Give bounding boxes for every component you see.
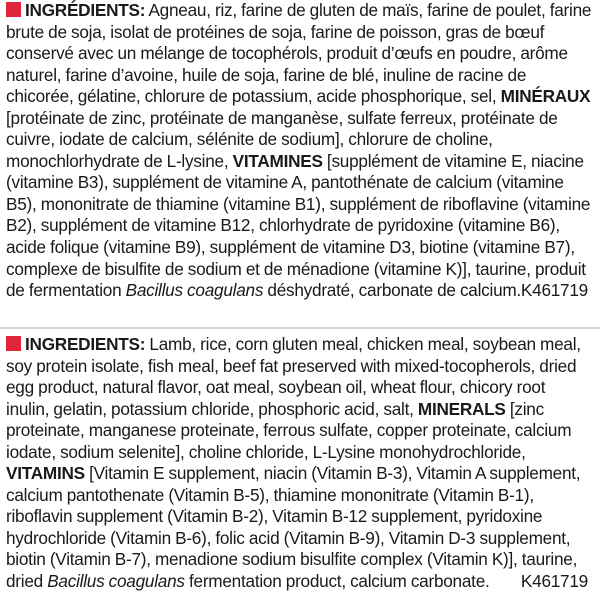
french-ingredients-text-2: [protéinate de zinc, protéinate de manganèse, sulfate ferreux, protéinate de cuivre, iodate de calcium, sélénite de sodium], chlorure de choline, monochlorhydrate de L-lysine,: [6, 107, 558, 171]
french-ingredients-heading: INGRÉDIENTS:: [25, 0, 146, 20]
english-ingredients-panel: [6, 334, 592, 593]
english-lot-code: K461719: [520, 571, 588, 592]
english-bacillus-name: Bacillus coagulans: [47, 571, 185, 592]
french-vitamins-label: VITAMINES: [232, 150, 323, 171]
english-ingredients-text-2: [zinc proteinate, manganese proteinate, ferrous sulfate, copper proteinate, calcium iodate, sodium selenite], choline chloride, L-Lysine monohydrochloride,: [6, 398, 572, 462]
french-ingredients-panel: [6, 0, 592, 302]
french-ingredients-text-1: Agneau, riz, farine de gluten de maïs, farine de poulet, farine brute de soja, isolat de protéines de soja, farine de poisson, gras de bœuf conservé avec un mélange de tocophérols, produit d’œufs en poudre, arôme naturel, farine d’avoine, huile de soja, farine de blé, inuline de racine de chicorée, gélatine, chlorure de potassium, acide phosphorique, sel,: [6, 0, 592, 107]
english-ingredients-text-4: fermentation product, calcium carbonate.: [184, 571, 490, 592]
english-ingredients-heading: INGREDIENTS:: [25, 334, 146, 354]
french-minerals-label: MINÉRAUX: [500, 86, 591, 107]
french-ingredients-text-3: [supplément de vitamine E, niacine (vitamine B3), supplément de vitamine A, pantothénate de calcium (vitamine B5), mononitrate de thiamine (vitamine B1), supplément de riboflavine (vitamine B2), supplément de vitamine B12, chlorhydrate de pyridoxine (vitamine B6), acide folique (vitamine B9), supplément de vitamine D3, biotine (vitamine B7), complexe de bisulfite de sodium et de ménadione (vitamine K)], taurine, produit de fermentation: [6, 150, 591, 301]
english-minerals-label: MINERALS: [417, 398, 506, 419]
french-ingredients-text-4: déshydraté, carbonate de calcium.: [263, 280, 521, 301]
english-vitamins-label: VITAMINS: [6, 463, 85, 484]
red-square-marker-icon: [6, 336, 21, 351]
french-bacillus-name: Bacillus coagulans: [125, 280, 264, 301]
english-ingredients-text-1: Lamb, rice, corn gluten meal, chicken meal, soybean meal, soy protein isolate, fish meal, beef fat preserved with mixed-tocopherols, dried egg product, natural flavor, oat meal, soybean oil, wheat flour, chicory root inulin, gelatin, potassium chloride, phosphoric acid, salt,: [6, 334, 581, 419]
french-lot-code: K461719: [520, 280, 588, 301]
red-square-marker-icon: [6, 2, 21, 17]
section-divider: [0, 327, 600, 329]
english-ingredients-text-3: [Vitamin E supplement, niacin (Vitamin B-3), Vitamin A supplement, calcium pantothenate (Vitamin B-5), thiamine mononitrate (Vitamin B-1), riboflavin supplement (Vitamin B-2), Vitamin B-12 supplement, pyridoxine hydrochloride (Vitamin B-6), folic acid (Vitamin B-9), Vitamin D-3 supplement, biotin (Vitamin B-7), menadione sodium bisulfite complex (Vitamin K)], taurine, dried: [6, 463, 581, 592]
